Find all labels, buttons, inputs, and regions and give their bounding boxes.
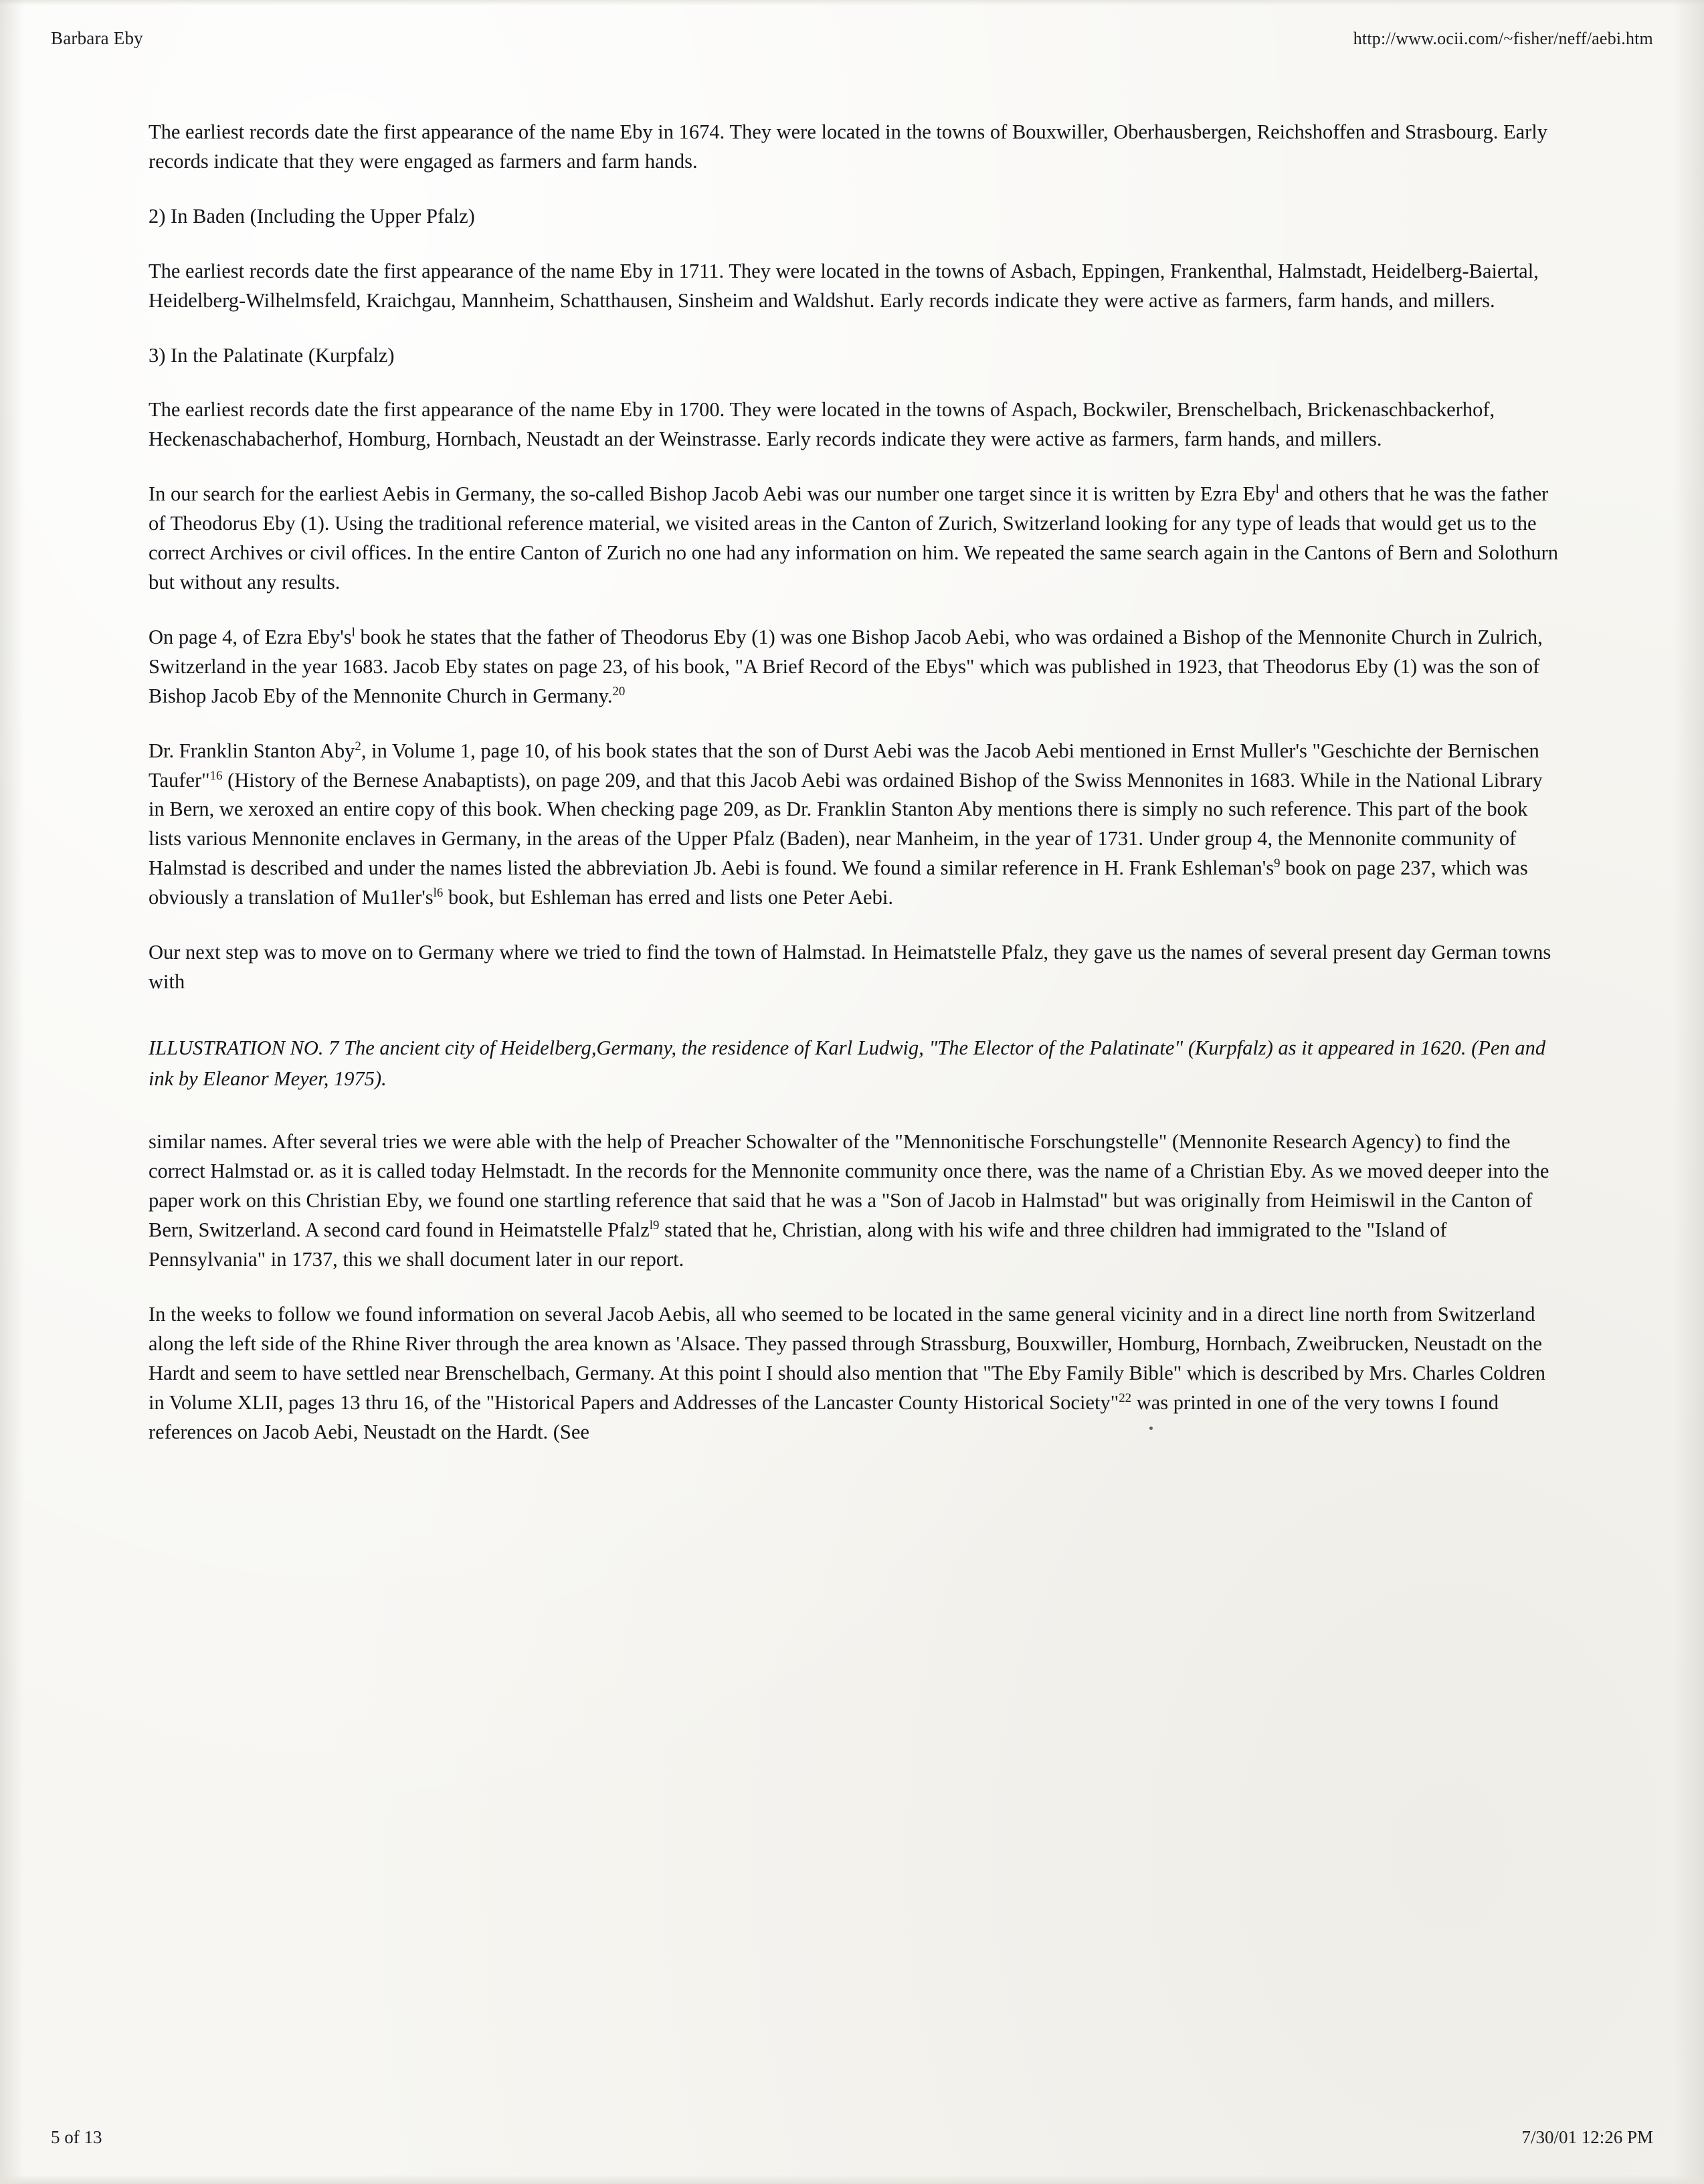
paragraph-jacob-aebis-migration xyxy=(149,1300,1559,1447)
text-run: On page 4, of Ezra Eby's xyxy=(149,625,352,648)
paragraph-helmstadt-christian-eby xyxy=(149,1127,1559,1275)
text-run: was printed in one of the very towns I found references on Jacob Aebi, Neustadt on the Hardt. (See xyxy=(149,1390,1499,1443)
text-run: (History of the Bernese Anabaptists), on page 209, and that this Jacob Aebi was ordained Bishop of the Swiss Mennonites in 1683. While in the National Library in Bern, we xeroxed an entire copy of this book. When checking page 209, as Dr. Franklin Stanton Aby mentions there is simply no such reference. This part of the book lists various Mennonite enclaves in Germany, in the areas of the Upper Pfalz (Baden), near Manheim, in the year of 1731. Under group 4, the Mennonite community of Halmstad is described and under the names listed the abbreviation Jb. Aebi is found. We found a similar reference in H. Frank Eshleman's xyxy=(149,768,1543,880)
page-body xyxy=(149,118,1559,1472)
scan-shadow-left xyxy=(0,0,24,2184)
footnote-marker: l6 xyxy=(433,885,444,900)
text-run: , in Volume 1, page 10, of his book states that the son of Durst Aebi was the Jacob Aebi mentioned in Ernst Muller's "Geschichte der Bernischen Taufer" xyxy=(149,739,1539,792)
text-run: In our search for the earliest Aebis in Germany, the so-called Bishop Jacob Aebi was our number one target since it is written by Ezra Eby xyxy=(149,482,1276,506)
page-top-edge xyxy=(0,0,1704,5)
text-run: and others that he was the father of Theodorus Eby (1). Using the traditional reference material, we visited areas in the Canton of Zurich, Switzerland looking for any type of leads that would get us to the correct Archives or civil offices. In the entire Canton of Zurich no one had any information on him. We repeated the same search again in the Cantons of Bern and Solothurn but without any results. xyxy=(149,482,1559,594)
text-run: stated that he, Christian, along with his wife and three children had immigrated to the "Island of Pennsylvania" in 1737, this we shall document later in our report. xyxy=(149,1218,1447,1271)
header-author: Barbara Eby xyxy=(51,28,143,48)
footnote-marker: l xyxy=(351,625,355,640)
page-bottom-edge xyxy=(0,2175,1704,2184)
footnote-marker: 2 xyxy=(355,739,361,753)
paragraph-alsace-records: The earliest records date the first appearance of the name Eby in 1674. They were located in the towns of Bouxwiller, Oberhausbergen, Reichshoffen and Strasbourg. Early records indicate that they were engaged as farmers and farm hands. xyxy=(149,120,1548,173)
footnote-marker: 9 xyxy=(1274,856,1281,871)
illustration-caption: ILLUSTRATION NO. 7 The ancient city of Heidelberg,Germany, the residence of Karl Ludwig, "The Elector of the Palatinate" (Kurpfalz) as it appeared in 1620. (Pen and ink by Eleanor Meyer, 1975). xyxy=(149,1036,1546,1090)
footnote-marker: 20 xyxy=(612,684,626,699)
heading-palatinate: 3) In the Palatinate (Kurpfalz) xyxy=(149,343,395,367)
heading-baden: 2) In Baden (Including the Upper Pfalz) xyxy=(149,204,475,227)
text-run: similar names. After several tries we were able with the help of Preacher Schowalter of the "Mennonitische Forschungstelle" (Mennonite Research Agency) to find the correct Halmstad or. as it is called today Helmstadt. In the records for the Mennonite community once there, was the name of a Christian Eby. As we moved deeper into the paper work on this Christian Eby, we found one startling reference that said that he was a "Son of Jacob in Halmstad" but was originally from Heimiswil in the Canton of Bern, Switzerland. A second card found in Heimatstelle Pfalz xyxy=(149,1130,1549,1242)
print-timestamp: 7/30/01 12:26 PM xyxy=(1521,2127,1653,2147)
footnote-marker: 22 xyxy=(1119,1390,1132,1405)
paragraph-palatinate-records: The earliest records date the first appearance of the name Eby in 1700. They were located in the towns of Aspach, Bockwiler, Brenschelbach, Brickenaschbackerhof, Heckenaschabacherhof, Homburg, Hornbach, Neustadt an der Weinstrasse. Early records indicate they were active as farmers, farm hands, and millers. xyxy=(149,398,1495,451)
footnote-marker: l9 xyxy=(649,1218,660,1233)
page-indicator: 5 of 13 xyxy=(51,2127,102,2147)
text-run: In the weeks to follow we found information on several Jacob Aebis, all who seemed to be located in the same general vicinity and in a direct line north from Switzerland along the left side of the Rhine River through the area known as 'Alsace. They passed through Strassburg, Bouxwiller, Homburg, Hornbach, Zweibrucken, Neustadt on the Hardt and seem to have settled near Brenschelbach, Germany. At this point I should also mention that "The Eby Family Bible" which is described by Mrs. Charles Coldren in Volume XLII, pages 13 thru 16, of the "Historical Papers and Addresses of the Lancaster County Historical Society" xyxy=(149,1302,1545,1414)
header-source-url: http://www.ocii.com/~fisher/neff/aebi.htm xyxy=(1353,29,1653,48)
text-run: book on page 237, which was obviously a translation of Mu1ler's xyxy=(149,856,1528,909)
footnote-marker: 16 xyxy=(209,768,223,783)
paragraph-ezra-eby-book xyxy=(149,623,1559,711)
page-header xyxy=(51,28,1653,49)
page-footer xyxy=(51,2127,1653,2148)
scan-shadow-right xyxy=(1673,0,1704,2184)
paragraph-search-earliest-aebis xyxy=(149,480,1559,598)
text-run: Dr. Franklin Stanton Aby xyxy=(149,739,355,762)
paragraph-halmstad-search: Our next step was to move on to Germany where we tried to find the town of Halmstad. In Heimatstelle Pfalz, they gave us the names of several present day German towns with xyxy=(149,941,1551,993)
text-run: book, but Eshleman has erred and lists one Peter Aebi. xyxy=(443,886,893,909)
scan-artifact-dot xyxy=(1149,1427,1153,1430)
paragraph-baden-records: The earliest records date the first appearance of the name Eby in 1711. They were located in the towns of Asbach, Eppingen, Frankenthal, Halmstadt, Heidelberg-Baiertal, Heidelberg-Wilhelmsfeld, Kraichgau, Mannheim, Schatthausen, Sinsheim and Waldshut. Early records indicate they were active as farmers, farm hands, and millers. xyxy=(149,259,1539,312)
paragraph-franklin-stanton-aby xyxy=(149,737,1559,913)
footnote-marker: l xyxy=(1275,482,1279,497)
text-run: book he states that the father of Theodorus Eby (1) was one Bishop Jacob Aebi, who was ordained a Bishop of the Mennonite Church in Zulrich, Switzerland in the year 1683. Jacob Eby states on page 23, of his book, "A Brief Record of the Ebys" which was published in 1923, that Theodorus Eby (1) was the son of Bishop Jacob Eby of the Mennonite Church in Germany. xyxy=(149,625,1543,707)
